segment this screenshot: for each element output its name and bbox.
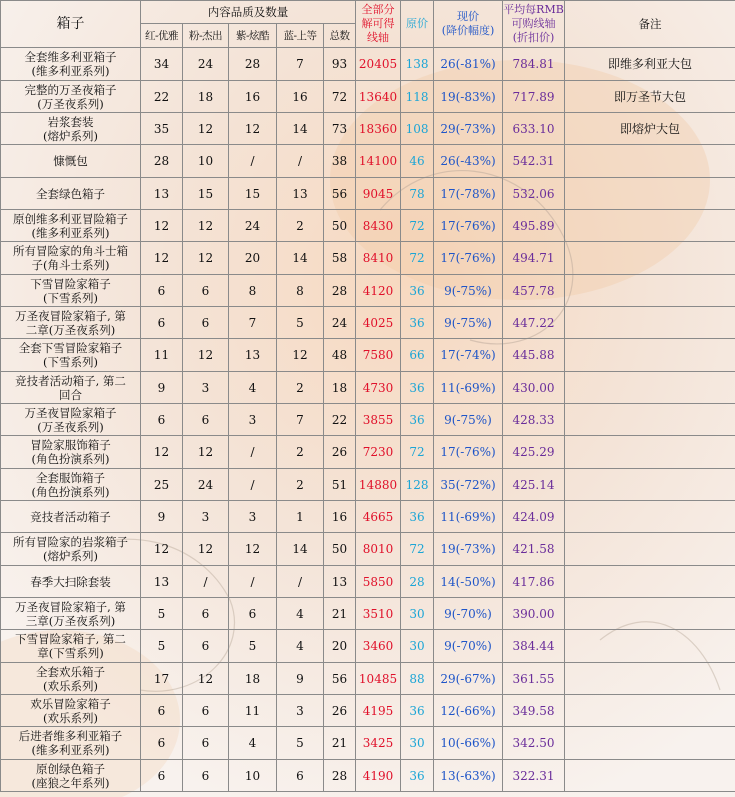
note-cell [565, 469, 735, 501]
count-blue: 12 [277, 339, 324, 372]
count-total: 48 [324, 339, 356, 372]
spools-value: 4665 [356, 501, 401, 533]
original-price: 36 [401, 372, 434, 404]
current-price: 13(-63%) [434, 760, 503, 792]
count-blue: 14 [277, 242, 324, 275]
count-total: 93 [324, 48, 356, 81]
count-pink: 12 [183, 210, 229, 242]
box-name: 欢乐冒险家箱子 (欢乐系列) [1, 695, 141, 727]
current-price: 26(-43%) [434, 145, 503, 178]
header-note: 备注 [565, 1, 735, 48]
spools-value: 14100 [356, 145, 401, 178]
box-name: 全套欢乐箱子 (欢乐系列) [1, 663, 141, 695]
count-red: 6 [141, 404, 183, 436]
count-purple: 13 [229, 339, 277, 372]
note-cell [565, 178, 735, 210]
spools-value: 9045 [356, 178, 401, 210]
count-pink: 6 [183, 275, 229, 307]
spools-value: 20405 [356, 48, 401, 81]
count-red: 34 [141, 48, 183, 81]
original-price: 72 [401, 436, 434, 469]
count-blue: / [277, 145, 324, 178]
count-pink: 12 [183, 113, 229, 145]
spools-value: 13640 [356, 81, 401, 113]
count-total: 16 [324, 501, 356, 533]
avg-per-rmb: 495.89 [503, 210, 565, 242]
original-price: 72 [401, 242, 434, 275]
count-total: 58 [324, 242, 356, 275]
box-name: 冒险家服饰箱子 (角色扮演系列) [1, 436, 141, 469]
count-pink: 12 [183, 436, 229, 469]
count-blue: 6 [277, 760, 324, 792]
avg-per-rmb: 425.29 [503, 436, 565, 469]
count-red: 11 [141, 339, 183, 372]
count-purple: 5 [229, 630, 277, 663]
original-price: 138 [401, 48, 434, 81]
count-pink: 12 [183, 339, 229, 372]
current-price: 11(-69%) [434, 372, 503, 404]
count-blue: 8 [277, 275, 324, 307]
avg-per-rmb: 532.06 [503, 178, 565, 210]
current-price: 17(-76%) [434, 210, 503, 242]
count-pink: 6 [183, 727, 229, 760]
count-purple: / [229, 436, 277, 469]
note-cell [565, 630, 735, 663]
count-red: 28 [141, 145, 183, 178]
count-pink: 12 [183, 242, 229, 275]
count-total: 24 [324, 307, 356, 339]
current-price: 12(-66%) [434, 695, 503, 727]
count-total: 28 [324, 275, 356, 307]
header-pink: 粉-杰出 [183, 24, 229, 48]
table-row [1, 372, 735, 404]
current-price: 19(-83%) [434, 81, 503, 113]
header-decompose: 全部分 解可得 线轴 [356, 1, 401, 48]
avg-per-rmb: 421.58 [503, 533, 565, 566]
note-cell [565, 533, 735, 566]
count-red: 6 [141, 695, 183, 727]
note-cell [565, 436, 735, 469]
count-blue: 2 [277, 436, 324, 469]
note-cell [565, 404, 735, 436]
count-red: 6 [141, 760, 183, 792]
count-blue: 4 [277, 630, 324, 663]
count-red: 9 [141, 501, 183, 533]
count-pink: 24 [183, 48, 229, 81]
count-red: 22 [141, 81, 183, 113]
spools-value: 8410 [356, 242, 401, 275]
spools-value: 8010 [356, 533, 401, 566]
count-blue: 5 [277, 727, 324, 760]
header-quality-group: 内容品质及数量 [141, 1, 356, 24]
original-price: 28 [401, 566, 434, 598]
count-total: 26 [324, 436, 356, 469]
count-red: 5 [141, 630, 183, 663]
count-purple: 18 [229, 663, 277, 695]
header-total: 总数 [324, 24, 356, 48]
count-total: 50 [324, 533, 356, 566]
current-price: 9(-75%) [434, 275, 503, 307]
original-price: 88 [401, 663, 434, 695]
note-cell: 即维多利亚大包 [565, 48, 735, 81]
count-pink: 12 [183, 663, 229, 695]
current-price: 9(-75%) [434, 404, 503, 436]
current-price: 19(-73%) [434, 533, 503, 566]
note-cell [565, 210, 735, 242]
original-price: 30 [401, 598, 434, 630]
avg-per-rmb: 447.22 [503, 307, 565, 339]
avg-per-rmb: 784.81 [503, 48, 565, 81]
note-cell [565, 760, 735, 792]
spools-value: 4195 [356, 695, 401, 727]
count-purple: 4 [229, 727, 277, 760]
spools-value: 14880 [356, 469, 401, 501]
original-price: 30 [401, 630, 434, 663]
original-price: 78 [401, 178, 434, 210]
count-total: 21 [324, 598, 356, 630]
current-price: 29(-67%) [434, 663, 503, 695]
count-red: 9 [141, 372, 183, 404]
box-name: 全套下雪冒险家箱子 (下雪系列) [1, 339, 141, 372]
count-red: 12 [141, 210, 183, 242]
count-blue: 2 [277, 469, 324, 501]
box-name: 全套服饰箱子 (角色扮演系列) [1, 469, 141, 501]
count-total: 13 [324, 566, 356, 598]
count-red: 13 [141, 178, 183, 210]
count-total: 73 [324, 113, 356, 145]
count-total: 21 [324, 727, 356, 760]
count-blue: 1 [277, 501, 324, 533]
table-row [1, 339, 735, 372]
count-purple: 11 [229, 695, 277, 727]
header-original-price: 原价 [401, 1, 434, 48]
original-price: 36 [401, 695, 434, 727]
spools-value: 3855 [356, 404, 401, 436]
note-cell: 即万圣节大包 [565, 81, 735, 113]
table-row [1, 598, 735, 630]
box-name: 下雪冒险家箱子, 第二 章(下雪系列) [1, 630, 141, 663]
note-cell [565, 145, 735, 178]
count-red: 13 [141, 566, 183, 598]
note-cell [565, 501, 735, 533]
count-pink: 15 [183, 178, 229, 210]
avg-per-rmb: 390.00 [503, 598, 565, 630]
table-row [1, 727, 735, 760]
box-name: 后进者维多利亚箱子 (维多利亚系列) [1, 727, 141, 760]
count-total: 18 [324, 372, 356, 404]
spools-value: 5850 [356, 566, 401, 598]
spools-value: 8430 [356, 210, 401, 242]
table-row [1, 242, 735, 275]
count-blue: 4 [277, 598, 324, 630]
avg-per-rmb: 342.50 [503, 727, 565, 760]
box-name: 竞技者活动箱子 [1, 501, 141, 533]
original-price: 108 [401, 113, 434, 145]
header-box: 箱子 [1, 1, 141, 48]
current-price: 9(-75%) [434, 307, 503, 339]
count-pink: 6 [183, 307, 229, 339]
box-name: 下雪冒险家箱子 (下雪系列) [1, 275, 141, 307]
original-price: 36 [401, 760, 434, 792]
count-red: 6 [141, 275, 183, 307]
avg-per-rmb: 494.71 [503, 242, 565, 275]
count-red: 5 [141, 598, 183, 630]
avg-per-rmb: 457.78 [503, 275, 565, 307]
current-price: 17(-78%) [434, 178, 503, 210]
count-red: 12 [141, 436, 183, 469]
count-purple: / [229, 145, 277, 178]
current-price: 17(-76%) [434, 242, 503, 275]
count-pink: 12 [183, 533, 229, 566]
count-purple: 12 [229, 533, 277, 566]
count-red: 6 [141, 307, 183, 339]
count-blue: 7 [277, 48, 324, 81]
count-blue: 2 [277, 210, 324, 242]
count-pink: 18 [183, 81, 229, 113]
note-cell [565, 566, 735, 598]
count-blue: 7 [277, 404, 324, 436]
current-price: 11(-69%) [434, 501, 503, 533]
current-price: 10(-66%) [434, 727, 503, 760]
avg-per-rmb: 430.00 [503, 372, 565, 404]
count-blue: 16 [277, 81, 324, 113]
count-total: 22 [324, 404, 356, 436]
current-price: 35(-72%) [434, 469, 503, 501]
note-cell [565, 242, 735, 275]
avg-per-rmb: 417.86 [503, 566, 565, 598]
box-name: 原创维多利亚冒险箱子 (维多利亚系列) [1, 210, 141, 242]
current-price: 14(-50%) [434, 566, 503, 598]
count-pink: 10 [183, 145, 229, 178]
box-name: 春季大扫除套装 [1, 566, 141, 598]
avg-per-rmb: 349.58 [503, 695, 565, 727]
box-name: 所有冒险家的角斗士箱 子(角斗士系列) [1, 242, 141, 275]
count-purple: 3 [229, 404, 277, 436]
avg-per-rmb: 717.89 [503, 81, 565, 113]
spools-value: 18360 [356, 113, 401, 145]
original-price: 36 [401, 501, 434, 533]
table-row [1, 404, 735, 436]
header-blue: 蓝-上等 [277, 24, 324, 48]
header-current-price: 现价 (降价幅度) [434, 1, 503, 48]
note-cell [565, 339, 735, 372]
box-name: 岩浆套装 (熔炉系列) [1, 113, 141, 145]
count-purple: 10 [229, 760, 277, 792]
count-total: 51 [324, 469, 356, 501]
table-row [1, 469, 735, 501]
spools-value: 3510 [356, 598, 401, 630]
original-price: 30 [401, 727, 434, 760]
count-pink: 6 [183, 598, 229, 630]
count-blue: 3 [277, 695, 324, 727]
count-red: 17 [141, 663, 183, 695]
spools-value: 3460 [356, 630, 401, 663]
avg-per-rmb: 384.44 [503, 630, 565, 663]
avg-per-rmb: 361.55 [503, 663, 565, 695]
count-purple: 24 [229, 210, 277, 242]
box-name: 慷慨包 [1, 145, 141, 178]
current-price: 17(-74%) [434, 339, 503, 372]
count-blue: 13 [277, 178, 324, 210]
table-row [1, 501, 735, 533]
avg-per-rmb: 322.31 [503, 760, 565, 792]
box-name: 万圣夜冒险家箱子, 第 二章(万圣夜系列) [1, 307, 141, 339]
current-price: 9(-70%) [434, 630, 503, 663]
table-row [1, 275, 735, 307]
count-pink: 6 [183, 404, 229, 436]
count-total: 50 [324, 210, 356, 242]
count-blue: 9 [277, 663, 324, 695]
count-blue: 14 [277, 113, 324, 145]
count-blue: 14 [277, 533, 324, 566]
table-row [1, 695, 735, 727]
count-red: 12 [141, 242, 183, 275]
original-price: 72 [401, 533, 434, 566]
spools-value: 4730 [356, 372, 401, 404]
count-pink: 6 [183, 630, 229, 663]
avg-per-rmb: 424.09 [503, 501, 565, 533]
table-row [1, 307, 735, 339]
table-row [1, 48, 735, 81]
table-row [1, 81, 735, 113]
count-purple: 7 [229, 307, 277, 339]
box-name: 竞技者活动箱子, 第二 回合 [1, 372, 141, 404]
note-cell [565, 695, 735, 727]
count-purple: / [229, 469, 277, 501]
note-cell [565, 598, 735, 630]
avg-per-rmb: 425.14 [503, 469, 565, 501]
table-row [1, 630, 735, 663]
count-total: 26 [324, 695, 356, 727]
table-row [1, 760, 735, 792]
table-row [1, 210, 735, 242]
count-total: 28 [324, 760, 356, 792]
header-purple: 紫-炫酷 [229, 24, 277, 48]
count-purple: 20 [229, 242, 277, 275]
count-red: 25 [141, 469, 183, 501]
box-name: 万圣夜冒险家箱子, 第 三章(万圣夜系列) [1, 598, 141, 630]
original-price: 46 [401, 145, 434, 178]
table-row [1, 533, 735, 566]
table-row [1, 178, 735, 210]
spools-value: 7230 [356, 436, 401, 469]
avg-per-rmb: 633.10 [503, 113, 565, 145]
table-body [1, 48, 735, 792]
box-name: 万圣夜冒险家箱子 (万圣夜系列) [1, 404, 141, 436]
current-price: 29(-73%) [434, 113, 503, 145]
original-price: 118 [401, 81, 434, 113]
count-total: 38 [324, 145, 356, 178]
count-blue: 5 [277, 307, 324, 339]
spools-value: 4025 [356, 307, 401, 339]
note-cell [565, 307, 735, 339]
count-pink: 3 [183, 501, 229, 533]
count-pink: 24 [183, 469, 229, 501]
spools-value: 10485 [356, 663, 401, 695]
current-price: 26(-81%) [434, 48, 503, 81]
original-price: 66 [401, 339, 434, 372]
avg-per-rmb: 428.33 [503, 404, 565, 436]
original-price: 36 [401, 404, 434, 436]
box-name: 完整的万圣夜箱子 (万圣夜系列) [1, 81, 141, 113]
box-name: 全套绿色箱子 [1, 178, 141, 210]
note-cell [565, 275, 735, 307]
count-blue: 2 [277, 372, 324, 404]
count-purple: 6 [229, 598, 277, 630]
box-name: 所有冒险家的岩浆箱子 (熔炉系列) [1, 533, 141, 566]
table-row [1, 113, 735, 145]
current-price: 17(-76%) [434, 436, 503, 469]
avg-per-rmb: 542.31 [503, 145, 565, 178]
count-purple: 8 [229, 275, 277, 307]
count-purple: / [229, 566, 277, 598]
count-red: 12 [141, 533, 183, 566]
count-red: 35 [141, 113, 183, 145]
note-cell: 即熔炉大包 [565, 113, 735, 145]
spools-value: 4120 [356, 275, 401, 307]
count-purple: 12 [229, 113, 277, 145]
original-price: 72 [401, 210, 434, 242]
note-cell [565, 372, 735, 404]
original-price: 128 [401, 469, 434, 501]
header-red: 红-优雅 [141, 24, 183, 48]
count-total: 56 [324, 663, 356, 695]
count-purple: 3 [229, 501, 277, 533]
header-avg-per-rmb: 平均每RMB 可购线轴 (折扣价) [503, 1, 565, 48]
count-pink: / [183, 566, 229, 598]
box-name: 原创绿色箱子 (座狼之年系列) [1, 760, 141, 792]
spools-value: 3425 [356, 727, 401, 760]
table-row [1, 663, 735, 695]
avg-per-rmb: 445.88 [503, 339, 565, 372]
count-blue: / [277, 566, 324, 598]
note-cell [565, 727, 735, 760]
count-total: 72 [324, 81, 356, 113]
table-row [1, 436, 735, 469]
box-name: 全套维多利亚箱子 (维多利亚系列) [1, 48, 141, 81]
original-price: 36 [401, 307, 434, 339]
count-pink: 6 [183, 695, 229, 727]
table-row [1, 145, 735, 178]
count-purple: 15 [229, 178, 277, 210]
current-price: 9(-70%) [434, 598, 503, 630]
count-red: 6 [141, 727, 183, 760]
count-purple: 4 [229, 372, 277, 404]
note-cell [565, 663, 735, 695]
count-purple: 28 [229, 48, 277, 81]
spools-value: 4190 [356, 760, 401, 792]
count-pink: 3 [183, 372, 229, 404]
original-price: 36 [401, 275, 434, 307]
count-purple: 16 [229, 81, 277, 113]
count-total: 56 [324, 178, 356, 210]
count-pink: 6 [183, 760, 229, 792]
spools-value: 7580 [356, 339, 401, 372]
count-total: 20 [324, 630, 356, 663]
table-row [1, 566, 735, 598]
